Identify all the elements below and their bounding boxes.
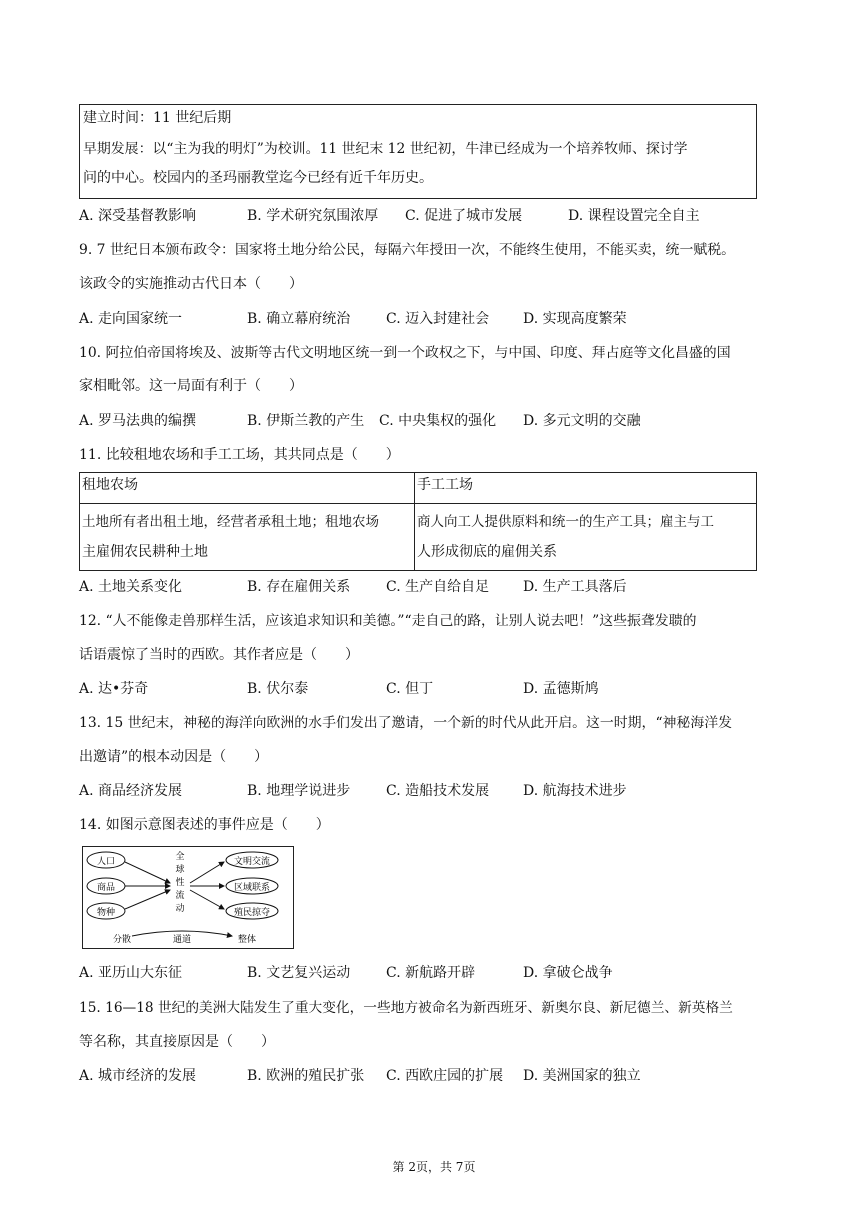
q15-stem: 等名称，其直接原因是（ ） [79, 1034, 275, 1050]
center-label: 性 [175, 878, 185, 888]
info-box [79, 104, 757, 199]
q11-option-c[interactable]: C. 生产自给自足 [386, 579, 490, 595]
cell-line: 主雇佣农民耕种土地 [82, 544, 208, 560]
q10-stem: 家相毗邻。这一局面有利于（ ） [79, 378, 303, 394]
q9-option-c[interactable]: C. 迈入封建社会 [386, 311, 490, 327]
q15-option-c[interactable]: C. 西欧庄园的扩展 [386, 1068, 504, 1084]
bottom-label: 分散 [112, 935, 132, 945]
q9-stem: 该政令的实施推动古代日本（ ） [79, 276, 303, 292]
q15-stem: 15. 16—18 世纪的美洲大陆发生了重大变化，一些地方被命名为新西班牙、新奥尔良、新尼德兰、新英格兰 [79, 1000, 733, 1016]
q10-option-c[interactable]: C. 中央集权的强化 [379, 413, 497, 429]
q13-option-b[interactable]: B. 地理学说进步 [247, 783, 351, 799]
node-label: 物种 [96, 908, 116, 918]
q10-option-b[interactable]: B. 伊斯兰教的产生 [247, 413, 365, 429]
q8-option-c[interactable]: C. 促进了城市发展 [405, 208, 523, 224]
q13-option-a[interactable]: A. 商品经济发展 [79, 783, 183, 799]
node-label: 人口 [96, 857, 116, 867]
q9-option-a[interactable]: A. 走向国家统一 [79, 311, 183, 327]
q11-option-b[interactable]: B. 存在雇佣关系 [247, 579, 351, 595]
center-label: 流 [175, 891, 185, 901]
q11-stem: 11. 比较租地农场和手工工场，其共同点是（ ） [79, 447, 400, 463]
q10-option-a[interactable]: A. 罗马法典的编撰 [79, 413, 197, 429]
q13-stem: 13. 15 世纪末，神秘的海洋向欧洲的水手们发出了邀请，一个新的时代从此开启。这一时期，“神秘海洋发 [79, 715, 733, 731]
q11-option-d[interactable]: D. 生产工具落后 [523, 579, 627, 595]
table-cell [80, 504, 415, 571]
q8-option-d[interactable]: D. 课程设置完全自主 [568, 208, 700, 224]
center-label: 全 [175, 852, 185, 862]
q15-option-a[interactable]: A. 城市经济的发展 [79, 1068, 197, 1084]
q14-stem: 14. 如图示意图表述的事件应是（ ） [79, 817, 330, 833]
q13-option-d[interactable]: D. 航海技术进步 [523, 783, 627, 799]
center-label: 动 [175, 904, 185, 914]
q15-option-b[interactable]: B. 欧洲的殖民扩张 [247, 1068, 365, 1084]
node-label: 文明交流 [233, 857, 271, 867]
q14-option-b[interactable]: B. 文艺复兴运动 [247, 965, 351, 981]
q12-stem: 话语震惊了当时的西欧。其作者应是（ ） [79, 647, 359, 663]
q14-option-d[interactable]: D. 拿破仑战争 [523, 965, 613, 981]
cell-line: 土地所有者出租土地，经营者承租土地；租地农场 [82, 514, 379, 530]
q10-stem: 10. 阿拉伯帝国将埃及、波斯等古代文明地区统一到一个政权之下，与中国、印度、拜占庭等文化昌盛的国 [79, 345, 731, 361]
q15-option-d[interactable]: D. 美洲国家的独立 [523, 1068, 641, 1084]
box-line: 建立时间：11 世纪后期 [83, 110, 232, 126]
q9-option-d[interactable]: D. 实现高度繁荣 [523, 311, 627, 327]
q10-option-d[interactable]: D. 多元文明的交融 [523, 413, 641, 429]
q12-option-d[interactable]: D. 孟德斯鸠 [523, 681, 599, 697]
box-line: 问的中心。校园内的圣玛丽教堂迄今已经有近千年历史。 [83, 170, 433, 186]
node-label: 区域联系 [233, 883, 271, 893]
q9-stem: 9. 7 世纪日本颁布政令：国家将土地分给公民，每隔六年授田一次，不能终生使用，不能买卖，统一赋税。 [79, 242, 736, 258]
q12-option-a[interactable]: A. 达•芬奇 [79, 681, 149, 697]
q12-option-c[interactable]: C. 但丁 [386, 681, 434, 697]
page-footer: 第 2页，共 7页 [392, 1160, 476, 1174]
q12-option-b[interactable]: B. 伏尔泰 [247, 681, 309, 697]
cell-line: 人形成彻底的雇佣关系 [417, 544, 557, 560]
q14-option-c[interactable]: C. 新航路开辟 [386, 965, 476, 981]
q13-stem: 出邀请”的根本动因是（ ） [79, 749, 269, 765]
box-line: 早期发展：以“主为我的明灯”为校训。11 世纪末 12 世纪初，牛津已经成为一个培养牧师、探讨学 [83, 141, 688, 157]
q13-option-c[interactable]: C. 造船技术发展 [386, 783, 490, 799]
node-label: 商品 [96, 883, 116, 893]
q8-option-a[interactable]: A. 深受基督教影响 [79, 208, 197, 224]
table-header: 租地农场 [80, 473, 415, 504]
cell-line: 商人向工人提供原料和统一的生产工具；雇主与工 [417, 514, 714, 530]
flow-diagram [82, 846, 294, 949]
q8-option-b[interactable]: B. 学术研究氛围浓厚 [247, 208, 379, 224]
q9-option-b[interactable]: B. 确立幕府统治 [247, 311, 351, 327]
table-header: 手工工场 [415, 473, 757, 504]
bottom-label: 通道 [172, 935, 192, 945]
q11-option-a[interactable]: A. 土地关系变化 [79, 579, 183, 595]
center-label: 球 [175, 865, 185, 875]
table-cell [415, 504, 757, 571]
comparison-table [79, 472, 757, 571]
q14-option-a[interactable]: A. 亚历山大东征 [79, 965, 183, 981]
node-label: 殖民掠夺 [233, 908, 271, 918]
q12-stem: 12. “人不能像走兽那样生活，应该追求知识和美德。”“走自己的路，让别人说去吧！”这些振聋发聩的 [79, 613, 697, 629]
bottom-label: 整体 [237, 935, 257, 945]
